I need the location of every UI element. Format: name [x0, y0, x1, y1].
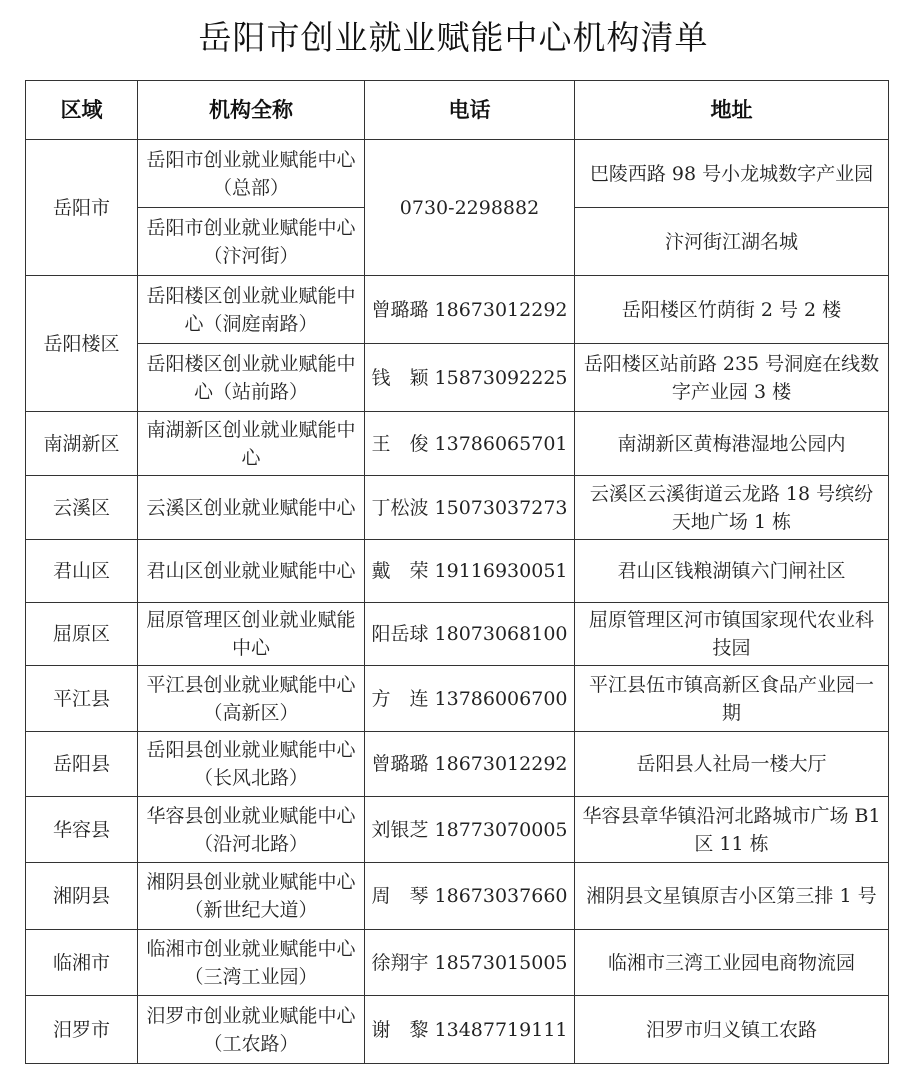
- address-cell: 湘阴县文星镇原吉小区第三排 1 号: [575, 863, 889, 930]
- table-row: [26, 666, 889, 732]
- table-row: [26, 476, 889, 540]
- table-row: [26, 344, 889, 412]
- table-row: [26, 140, 889, 208]
- address-cell: 岳阳楼区竹荫街 2 号 2 楼: [575, 276, 889, 344]
- address-cell: 南湖新区黄梅港湿地公园内: [575, 412, 889, 476]
- header-address: 地址: [575, 81, 889, 140]
- phone-cell: 曾璐璐 18673012292: [365, 732, 575, 797]
- name-cell: 岳阳县创业就业赋能中心（长风北路）: [138, 732, 365, 797]
- region-cell: 岳阳县: [26, 732, 138, 797]
- address-cell: 君山区钱粮湖镇六门闸社区: [575, 540, 889, 603]
- region-cell: 君山区: [26, 540, 138, 603]
- table-row: [26, 540, 889, 603]
- region-cell: 临湘市: [26, 930, 138, 996]
- name-cell: 湘阴县创业就业赋能中心（新世纪大道）: [138, 863, 365, 930]
- phone-cell: 王 俊 13786065701: [365, 412, 575, 476]
- table-row: [26, 603, 889, 666]
- address-cell: 临湘市三湾工业园电商物流园: [575, 930, 889, 996]
- header-phone: 电话: [365, 81, 575, 140]
- phone-cell: 方 连 13786006700: [365, 666, 575, 732]
- phone-cell: 徐翔宇 18573015005: [365, 930, 575, 996]
- region-cell: 华容县: [26, 797, 138, 863]
- name-cell: 岳阳楼区创业就业赋能中心（洞庭南路）: [138, 276, 365, 344]
- address-cell: 汴河街江湖名城: [575, 208, 889, 276]
- region-cell: 汨罗市: [26, 996, 138, 1064]
- region-cell: 湘阴县: [26, 863, 138, 930]
- phone-cell: 周 琴 18673037660: [365, 863, 575, 930]
- region-cell: 屈原区: [26, 603, 138, 666]
- name-cell: 汨罗市创业就业赋能中心（工农路）: [138, 996, 365, 1064]
- name-cell: 君山区创业就业赋能中心: [138, 540, 365, 603]
- table-row: [26, 797, 889, 863]
- header-name: 机构全称: [138, 81, 365, 140]
- address-cell: 汨罗市归义镇工农路: [575, 996, 889, 1064]
- phone-cell: 钱 颖 15873092225: [365, 344, 575, 412]
- region-cell: 云溪区: [26, 476, 138, 540]
- phone-cell: 刘银芝 18773070005: [365, 797, 575, 863]
- region-cell: 南湖新区: [26, 412, 138, 476]
- header-region: 区域: [26, 81, 138, 140]
- address-cell: 巴陵西路 98 号小龙城数字产业园: [575, 140, 889, 208]
- name-cell: 临湘市创业就业赋能中心（三湾工业园）: [138, 930, 365, 996]
- name-cell: 岳阳市创业就业赋能中心（汴河街）: [138, 208, 365, 276]
- name-cell: 云溪区创业就业赋能中心: [138, 476, 365, 540]
- name-cell: 南湖新区创业就业赋能中心: [138, 412, 365, 476]
- region-cell: 平江县: [26, 666, 138, 732]
- address-cell: 岳阳县人社局一楼大厅: [575, 732, 889, 797]
- phone-cell: 0730-2298882: [365, 140, 575, 276]
- table-row: [26, 412, 889, 476]
- address-cell: 平江县伍市镇高新区食品产业园一期: [575, 666, 889, 732]
- name-cell: 屈原管理区创业就业赋能中心: [138, 603, 365, 666]
- name-cell: 华容县创业就业赋能中心（沿河北路）: [138, 797, 365, 863]
- phone-cell: 丁松波 15073037273: [365, 476, 575, 540]
- phone-cell: 阳岳球 18073068100: [365, 603, 575, 666]
- address-cell: 屈原管理区河市镇国家现代农业科技园: [575, 603, 889, 666]
- address-cell: 云溪区云溪街道云龙路 18 号缤纷天地广场 1 栋: [575, 476, 889, 540]
- name-cell: 岳阳市创业就业赋能中心（总部）: [138, 140, 365, 208]
- address-cell: 华容县章华镇沿河北路城市广场 B1 区 11 栋: [575, 797, 889, 863]
- table-row: [26, 996, 889, 1064]
- name-cell: 平江县创业就业赋能中心（高新区）: [138, 666, 365, 732]
- phone-cell: 戴 荣 19116930051: [365, 540, 575, 603]
- region-cell: 岳阳楼区: [26, 276, 138, 412]
- table-row: [26, 930, 889, 996]
- document-title: 岳阳市创业就业赋能中心机构清单: [198, 18, 709, 57]
- region-cell: 岳阳市: [26, 140, 138, 276]
- institution-table: [25, 80, 889, 1064]
- phone-cell: 谢 黎 13487719111: [365, 996, 575, 1064]
- phone-cell: 曾璐璐 18673012292: [365, 276, 575, 344]
- table-row: [26, 732, 889, 797]
- table-row: [26, 863, 889, 930]
- table-row: [26, 276, 889, 344]
- table-header-row: [26, 81, 889, 140]
- name-cell: 岳阳楼区创业就业赋能中心（站前路）: [138, 344, 365, 412]
- address-cell: 岳阳楼区站前路 235 号洞庭在线数字产业园 3 楼: [575, 344, 889, 412]
